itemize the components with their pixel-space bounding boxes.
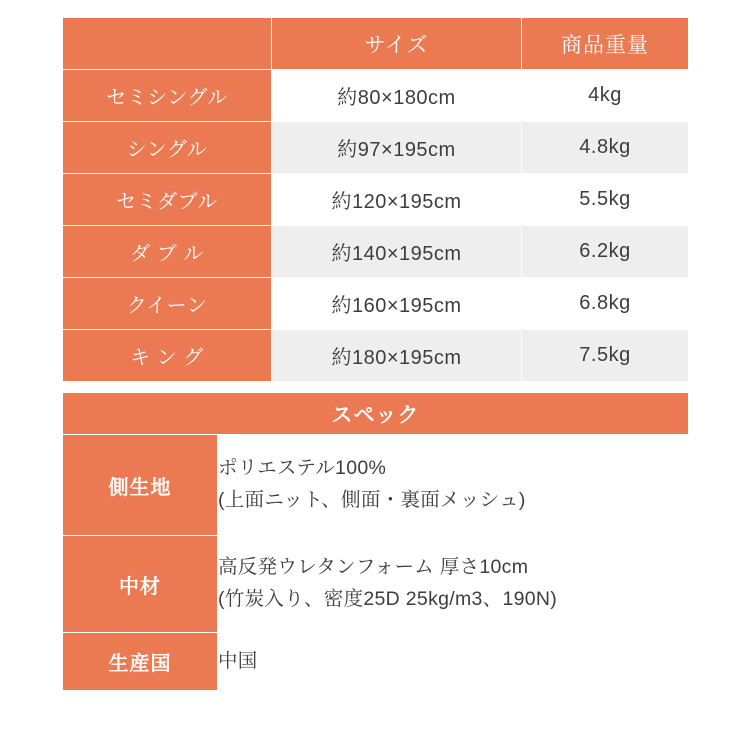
row-label: セミダブル [63,174,272,226]
header-corner-cell [63,18,272,70]
spec-value-line: ポリエステル100% [218,457,387,480]
spec-row [63,435,689,536]
row-weight: 4.8kg [522,122,689,174]
row-label: ダ ブ ル [63,226,272,278]
row-size: 約97×195cm [272,122,522,174]
size-weight-table [62,17,689,382]
row-size: 約140×195cm [272,226,522,278]
spec-row-value [218,435,689,536]
spec-row-label: 中材 [63,536,218,633]
row-label: キ ン グ [63,330,272,382]
header-size: サイズ [272,18,522,70]
row-label: シングル [63,122,272,174]
row-weight: 5.5kg [522,174,689,226]
table-row [63,278,689,330]
row-weight: 6.8kg [522,278,689,330]
table-row [63,70,689,122]
table-row [63,226,689,278]
spec-row [63,633,689,691]
spec-row [63,536,689,633]
spec-table [62,392,689,691]
table-header-row [63,18,689,70]
row-weight: 6.2kg [522,226,689,278]
table-row [63,330,689,382]
row-label: クイーン [63,278,272,330]
row-label: セミシングル [63,70,272,122]
row-weight: 7.5kg [522,330,689,382]
row-size: 約160×195cm [272,278,522,330]
row-size: 約80×180cm [272,70,522,122]
table-row [63,122,689,174]
header-weight: 商品重量 [522,18,689,70]
row-weight: 4kg [522,70,689,122]
spec-title: スペック [63,393,689,435]
spec-row-label: 側生地 [63,435,218,536]
spec-value-line: (上面ニット、側面・裏面メッシュ) [218,489,526,511]
spec-value-line: (竹炭入り、密度25D 25kg/m3、190N) [218,588,558,610]
table-row [63,174,689,226]
spec-value-line: 中国 [218,649,258,672]
spec-row-value [218,536,689,633]
spec-value-line: 高反発ウレタンフォーム 厚さ10cm [218,556,529,579]
spec-row-value [218,633,689,691]
spec-row-label: 生産国 [63,633,218,691]
row-size: 約120×195cm [272,174,522,226]
row-size: 約180×195cm [272,330,522,382]
spec-title-row [63,393,689,435]
